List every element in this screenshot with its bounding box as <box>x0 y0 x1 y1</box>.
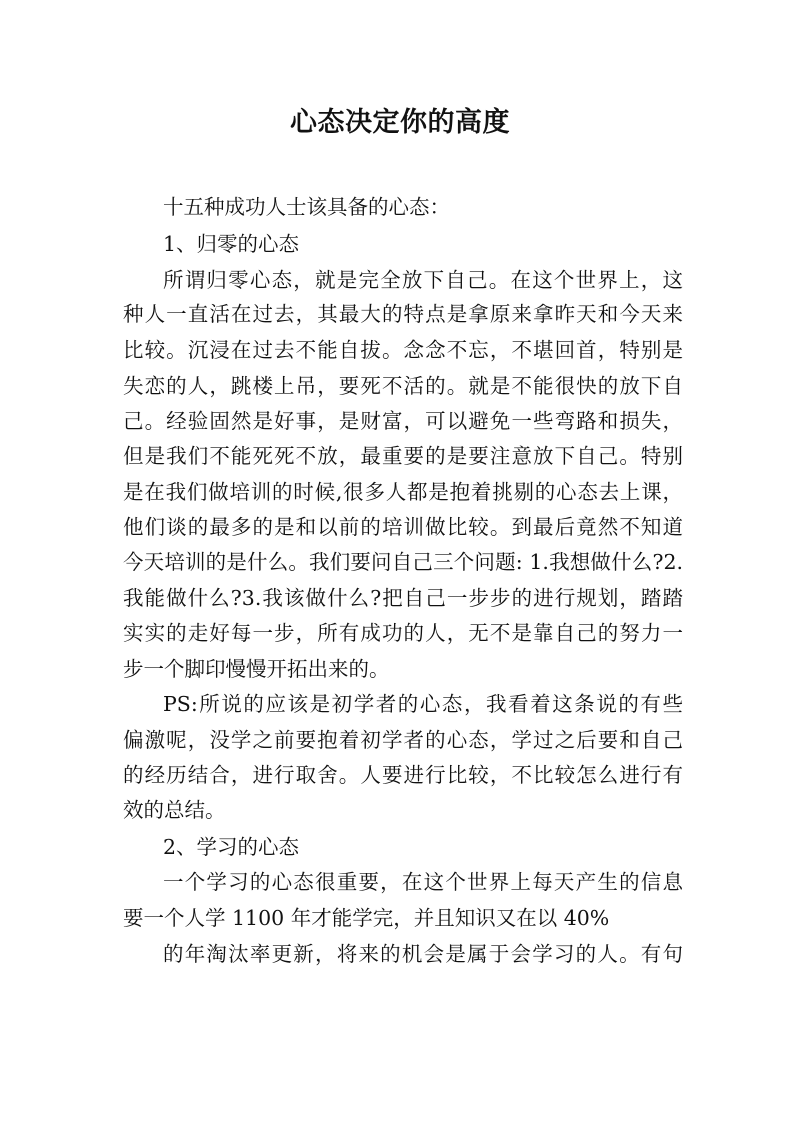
paragraph-line: 偏激呢，没学之前要抱着初学者的心态，学过之后要和自己 <box>123 728 683 752</box>
intro-text: 十五种成功人士该具备的心态： <box>163 195 450 219</box>
section1-heading: 1、归零的心态 <box>163 232 300 256</box>
paragraph-line: 一个学习的心态很重要，在这个世界上每天产生的信息 <box>163 870 683 894</box>
paragraph-line: 但是我们不能死死不放，最重要的是要注意放下自己。特别 <box>123 444 683 468</box>
paragraph-line: PS:所说的应该是初学者的心态，我看着这条说的有些 <box>163 692 683 716</box>
paragraph-line: 的年淘汰率更新，将来的机会是属于会学习的人。有句 <box>163 942 683 966</box>
paragraph-line: 实实的走好每一步，所有成功的人，无不是靠自己的努力一 <box>123 621 683 645</box>
document-title: 心态决定你的高度 <box>290 107 510 138</box>
paragraph-line: 种人一直活在过去，其最大的特点是拿原来拿昨天和今天来 <box>123 302 683 326</box>
paragraph-line: 的经历结合，进行取舍。人要进行比较，不比较怎么进行有 <box>123 763 683 787</box>
paragraph-line: 失恋的人，跳楼上吊，要死不活的。就是不能很快的放下自 <box>123 374 683 398</box>
paragraph-line: 我能做什么?3.我该做什么?把自己一步步的进行规划，踏踏 <box>123 586 683 610</box>
paragraph-line: 他们谈的最多的是和以前的培训做比较。到最后竟然不知道 <box>123 515 683 539</box>
paragraph-line: 是在我们做培训的时候,很多人都是抱着挑剔的心态去上课， <box>123 480 683 504</box>
paragraph-line: 比较。沉浸在过去不能自拔。念念不忘，不堪回首，特别是 <box>123 338 683 362</box>
paragraph-line: 今天培训的是什么。我们要问自己三个问题: 1.我想做什么?2. <box>123 550 683 574</box>
section2-heading: 2、学习的心态 <box>163 835 300 859</box>
paragraph-line: 要一个人学 1100 年才能学完，并且知识又在以 40% <box>123 906 610 930</box>
paragraph-line: 所谓归零心态，就是完全放下自己。在这个世界上，这 <box>163 268 683 292</box>
paragraph-line: 效的总结。 <box>123 798 226 822</box>
paragraph-line: 步一个脚印慢慢开拓出来的。 <box>123 657 390 681</box>
paragraph-line: 己。经验固然是好事，是财富，可以避免一些弯路和损失， <box>123 409 683 433</box>
